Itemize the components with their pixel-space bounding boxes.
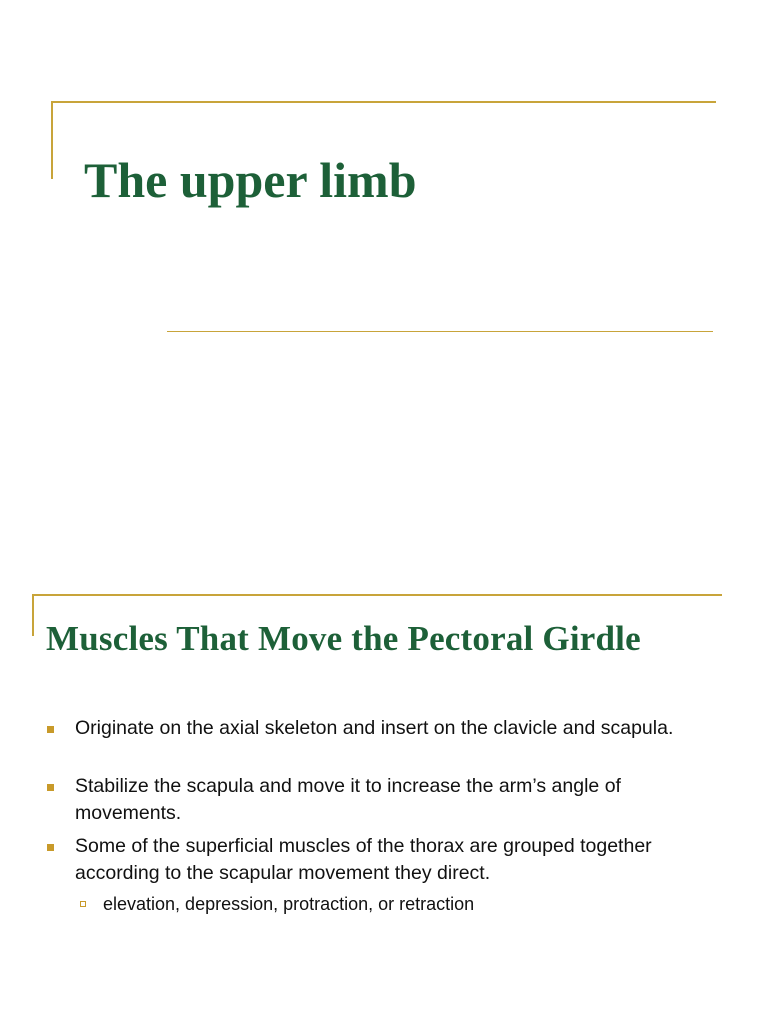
square-bullet-icon bbox=[47, 784, 54, 791]
square-bullet-icon bbox=[47, 726, 54, 733]
left-accent-line bbox=[32, 594, 34, 636]
sub-bullet-item bbox=[103, 892, 723, 916]
top-accent-line bbox=[32, 594, 722, 596]
bullet-item bbox=[75, 773, 725, 827]
slide-title: The upper limb bbox=[84, 152, 417, 208]
slide-2 bbox=[0, 512, 768, 1024]
hollow-square-bullet-icon bbox=[80, 901, 86, 907]
left-accent-line bbox=[51, 101, 53, 179]
square-bullet-icon bbox=[47, 844, 54, 851]
sub-bullet-text: elevation, depression, protraction, or retraction bbox=[103, 894, 475, 914]
slide-title: Muscles That Move the Pectoral Girdle bbox=[46, 619, 641, 658]
bullet-text: Some of the superficial muscles of the thorax are grouped together according to the scapular movement they direct. bbox=[75, 835, 652, 884]
subtitle-divider-line bbox=[167, 331, 713, 332]
bullet-text: Stabilize the scapula and move it to increase the arm’s angle of movements. bbox=[75, 775, 621, 824]
bullet-item bbox=[75, 833, 725, 887]
top-accent-line bbox=[51, 101, 716, 103]
bullet-text: Originate on the axial skeleton and insert on the clavicle and scapula. bbox=[75, 717, 674, 739]
bullet-item bbox=[75, 715, 725, 742]
